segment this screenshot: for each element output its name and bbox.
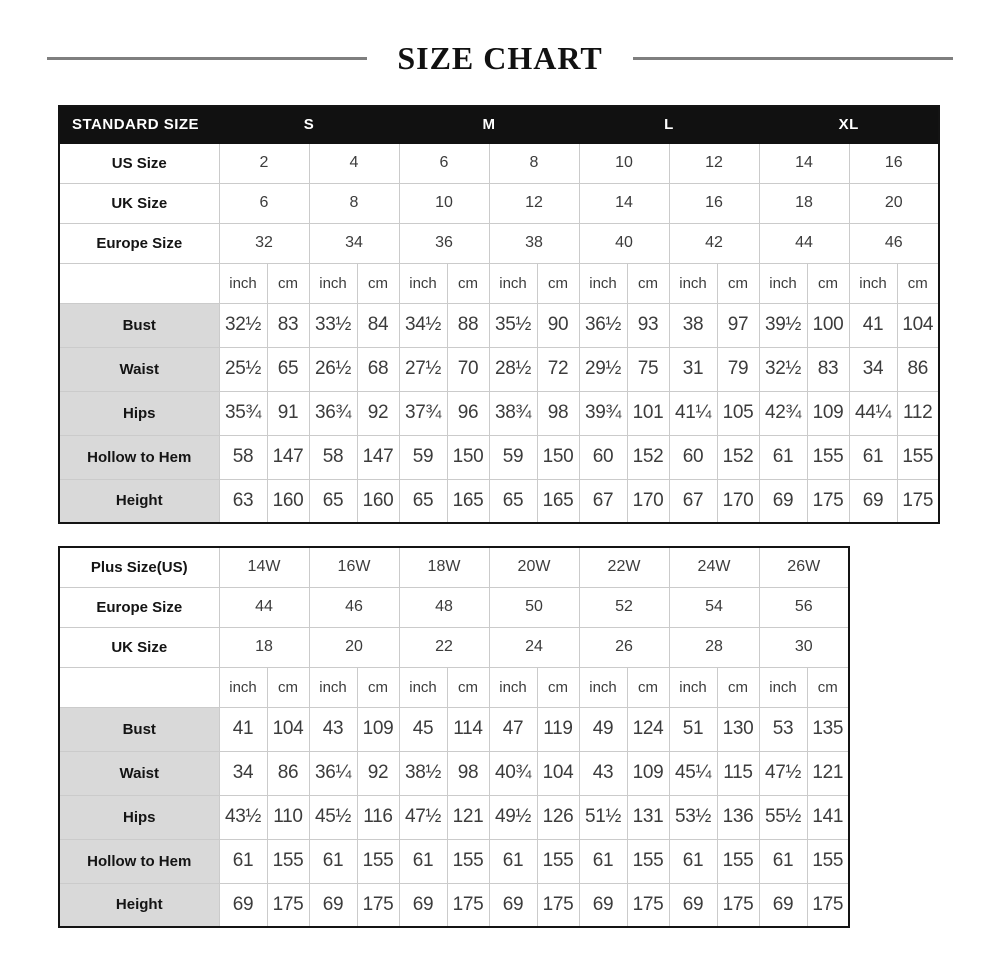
measure-cell: 105 <box>717 391 759 435</box>
measure-cell: 39½ <box>759 303 807 347</box>
page-title: SIZE CHART <box>397 40 603 76</box>
measure-cell: 37¾ <box>399 391 447 435</box>
measure-cell: 109 <box>807 391 849 435</box>
measure-cell: 175 <box>447 883 489 927</box>
measure-cell: 165 <box>537 479 579 523</box>
measure-cell: 34 <box>849 347 897 391</box>
measure-cell: 84 <box>357 303 399 347</box>
measure-cell: 91 <box>267 391 309 435</box>
measure-cell: 126 <box>537 795 579 839</box>
measure-cell: 65 <box>267 347 309 391</box>
measure-cell: 121 <box>807 751 849 795</box>
measure-cell: 175 <box>267 883 309 927</box>
measure-cell: 58 <box>219 435 267 479</box>
measure-cell: 59 <box>489 435 537 479</box>
size-cell: 6 <box>219 183 309 223</box>
size-cell: 12 <box>669 143 759 183</box>
measure-cell: 130 <box>717 707 759 751</box>
measure-cell: 155 <box>717 839 759 883</box>
measure-row <box>59 839 849 883</box>
measure-cell: 88 <box>447 303 489 347</box>
measure-cell: 36¾ <box>309 391 357 435</box>
measure-cell: 53½ <box>669 795 717 839</box>
measure-cell: 121 <box>447 795 489 839</box>
measure-cell: 67 <box>669 479 717 523</box>
unit-cell: cm <box>717 263 759 303</box>
measure-cell: 96 <box>447 391 489 435</box>
size-row <box>59 223 939 263</box>
row-label: Hollow to Hem <box>59 839 219 883</box>
measure-cell: 124 <box>627 707 669 751</box>
measure-row <box>59 303 939 347</box>
unit-cell: cm <box>807 263 849 303</box>
measure-cell: 69 <box>759 479 807 523</box>
measure-cell: 75 <box>627 347 669 391</box>
measure-cell: 141 <box>807 795 849 839</box>
measure-cell: 131 <box>627 795 669 839</box>
size-cell: 52 <box>579 587 669 627</box>
size-cell: 18 <box>219 627 309 667</box>
unit-cell: inch <box>489 667 537 707</box>
plus-table-body <box>59 547 849 927</box>
size-cell: 22 <box>399 627 489 667</box>
measure-cell: 100 <box>807 303 849 347</box>
measure-cell: 41¼ <box>669 391 717 435</box>
measure-cell: 170 <box>717 479 759 523</box>
size-cell: 20 <box>849 183 939 223</box>
size-group-header: L <box>579 106 759 143</box>
unit-cell: inch <box>579 263 627 303</box>
size-cell: 16 <box>669 183 759 223</box>
size-cell: 40 <box>579 223 669 263</box>
unit-cell: inch <box>759 667 807 707</box>
measure-cell: 175 <box>717 883 759 927</box>
measure-cell: 43½ <box>219 795 267 839</box>
unit-cell: cm <box>357 667 399 707</box>
row-label: UK Size <box>59 627 219 667</box>
row-label: Hips <box>59 795 219 839</box>
measure-cell: 175 <box>357 883 399 927</box>
measure-cell: 69 <box>849 479 897 523</box>
measure-cell: 43 <box>579 751 627 795</box>
size-cell: 44 <box>219 587 309 627</box>
measure-row <box>59 435 939 479</box>
row-label: Height <box>59 883 219 927</box>
size-cell: 30 <box>759 627 849 667</box>
measure-cell: 61 <box>579 839 627 883</box>
measure-cell: 61 <box>669 839 717 883</box>
measure-cell: 155 <box>447 839 489 883</box>
measure-cell: 109 <box>357 707 399 751</box>
unit-cell: cm <box>717 667 759 707</box>
measure-cell: 67 <box>579 479 627 523</box>
size-cell: 34 <box>309 223 399 263</box>
measure-cell: 51 <box>669 707 717 751</box>
size-cell: 10 <box>579 143 669 183</box>
row-label: Europe Size <box>59 587 219 627</box>
measure-cell: 155 <box>807 839 849 883</box>
measure-cell: 39¾ <box>579 391 627 435</box>
measure-cell: 152 <box>717 435 759 479</box>
measure-cell: 65 <box>399 479 447 523</box>
measure-cell: 47½ <box>399 795 447 839</box>
unit-cell: inch <box>759 263 807 303</box>
size-cell: 38 <box>489 223 579 263</box>
measure-cell: 47 <box>489 707 537 751</box>
measure-cell: 49½ <box>489 795 537 839</box>
measure-cell: 60 <box>579 435 627 479</box>
size-cell: 44 <box>759 223 849 263</box>
unit-cell: cm <box>447 667 489 707</box>
measure-cell: 86 <box>897 347 939 391</box>
standard-table-body <box>59 106 939 523</box>
size-cell: 26 <box>579 627 669 667</box>
unit-cell: cm <box>447 263 489 303</box>
size-cell: 10 <box>399 183 489 223</box>
measure-cell: 61 <box>489 839 537 883</box>
measure-cell: 175 <box>537 883 579 927</box>
unit-cell: inch <box>219 667 267 707</box>
measure-cell: 38½ <box>399 751 447 795</box>
measure-cell: 83 <box>807 347 849 391</box>
size-cell: 14 <box>579 183 669 223</box>
measure-cell: 45½ <box>309 795 357 839</box>
measure-cell: 160 <box>267 479 309 523</box>
measure-cell: 28½ <box>489 347 537 391</box>
unit-cell: cm <box>357 263 399 303</box>
size-cell: 48 <box>399 587 489 627</box>
unit-cell: cm <box>897 263 939 303</box>
measure-cell: 53 <box>759 707 807 751</box>
measure-cell: 155 <box>357 839 399 883</box>
unit-cell: inch <box>669 263 717 303</box>
measure-cell: 150 <box>537 435 579 479</box>
measure-cell: 110 <box>267 795 309 839</box>
unit-cell: cm <box>807 667 849 707</box>
size-cell: 12 <box>489 183 579 223</box>
measure-cell: 160 <box>357 479 399 523</box>
measure-cell: 152 <box>627 435 669 479</box>
measure-cell: 116 <box>357 795 399 839</box>
measure-cell: 61 <box>399 839 447 883</box>
measure-cell: 45¼ <box>669 751 717 795</box>
size-cell: 16W <box>309 547 399 587</box>
row-label: Waist <box>59 347 219 391</box>
measure-cell: 69 <box>579 883 627 927</box>
measure-cell: 41 <box>219 707 267 751</box>
measure-cell: 63 <box>219 479 267 523</box>
title-rule-right <box>633 57 953 60</box>
measure-cell: 35¾ <box>219 391 267 435</box>
size-cell: 28 <box>669 627 759 667</box>
unit-cell: inch <box>399 263 447 303</box>
measure-cell: 25½ <box>219 347 267 391</box>
row-label: Hips <box>59 391 219 435</box>
measure-cell: 47½ <box>759 751 807 795</box>
row-label: Height <box>59 479 219 523</box>
measure-cell: 97 <box>717 303 759 347</box>
measure-cell: 26½ <box>309 347 357 391</box>
size-cell: 24W <box>669 547 759 587</box>
measure-cell: 101 <box>627 391 669 435</box>
unit-cell: cm <box>537 263 579 303</box>
measure-cell: 136 <box>717 795 759 839</box>
size-row <box>59 183 939 223</box>
unit-cell: inch <box>669 667 717 707</box>
measure-cell: 32½ <box>219 303 267 347</box>
measure-cell: 170 <box>627 479 669 523</box>
unit-cell: cm <box>267 667 309 707</box>
measure-cell: 65 <box>489 479 537 523</box>
measure-cell: 175 <box>627 883 669 927</box>
measure-cell: 51½ <box>579 795 627 839</box>
measure-cell: 69 <box>669 883 717 927</box>
measure-cell: 45 <box>399 707 447 751</box>
size-row <box>59 143 939 183</box>
measure-cell: 29½ <box>579 347 627 391</box>
measure-cell: 104 <box>897 303 939 347</box>
unit-cell: inch <box>309 263 357 303</box>
measure-cell: 44¼ <box>849 391 897 435</box>
row-label: UK Size <box>59 183 219 223</box>
measure-cell: 42¾ <box>759 391 807 435</box>
measure-cell: 69 <box>399 883 447 927</box>
measure-cell: 70 <box>447 347 489 391</box>
measure-cell: 155 <box>807 435 849 479</box>
measure-cell: 109 <box>627 751 669 795</box>
measure-cell: 69 <box>759 883 807 927</box>
unit-cell: inch <box>219 263 267 303</box>
size-cell: 8 <box>309 183 399 223</box>
size-cell: 20 <box>309 627 399 667</box>
row-label: Plus Size(US) <box>59 547 219 587</box>
size-row <box>59 627 849 667</box>
size-cell: 36 <box>399 223 489 263</box>
measure-cell: 98 <box>537 391 579 435</box>
unit-row <box>59 667 849 707</box>
measure-cell: 155 <box>627 839 669 883</box>
unit-cell: cm <box>627 263 669 303</box>
row-label: Bust <box>59 707 219 751</box>
measure-cell: 112 <box>897 391 939 435</box>
measure-cell: 150 <box>447 435 489 479</box>
measure-row <box>59 707 849 751</box>
size-cell: 50 <box>489 587 579 627</box>
measure-cell: 27½ <box>399 347 447 391</box>
size-row <box>59 587 849 627</box>
plus-size-table <box>58 546 850 928</box>
measure-cell: 38¾ <box>489 391 537 435</box>
size-cell: 8 <box>489 143 579 183</box>
measure-row <box>59 795 849 839</box>
measure-cell: 60 <box>669 435 717 479</box>
row-label: US Size <box>59 143 219 183</box>
measure-cell: 92 <box>357 751 399 795</box>
measure-cell: 59 <box>399 435 447 479</box>
size-cell: 42 <box>669 223 759 263</box>
measure-cell: 69 <box>489 883 537 927</box>
standard-size-table <box>58 105 940 524</box>
measure-cell: 147 <box>357 435 399 479</box>
unit-cell: cm <box>627 667 669 707</box>
title-section <box>0 0 1000 77</box>
size-cell: 18 <box>759 183 849 223</box>
measure-cell: 98 <box>447 751 489 795</box>
measure-cell: 72 <box>537 347 579 391</box>
measure-cell: 155 <box>537 839 579 883</box>
measure-cell: 35½ <box>489 303 537 347</box>
measure-cell: 33½ <box>309 303 357 347</box>
measure-cell: 69 <box>309 883 357 927</box>
size-cell: 18W <box>399 547 489 587</box>
measure-cell: 36½ <box>579 303 627 347</box>
measure-cell: 147 <box>267 435 309 479</box>
unit-cell: inch <box>309 667 357 707</box>
measure-cell: 65 <box>309 479 357 523</box>
unit-cell: cm <box>537 667 579 707</box>
unit-row <box>59 263 939 303</box>
measure-cell: 115 <box>717 751 759 795</box>
table-header-row <box>59 106 939 143</box>
measure-row <box>59 479 939 523</box>
measure-row <box>59 751 849 795</box>
row-label: Bust <box>59 303 219 347</box>
measure-cell: 61 <box>219 839 267 883</box>
size-cell: 16 <box>849 143 939 183</box>
unit-cell: cm <box>267 263 309 303</box>
measure-cell: 61 <box>849 435 897 479</box>
measure-cell: 55½ <box>759 795 807 839</box>
title-rule-left <box>47 57 367 60</box>
size-cell: 56 <box>759 587 849 627</box>
measure-cell: 92 <box>357 391 399 435</box>
size-row <box>59 547 849 587</box>
measure-cell: 31 <box>669 347 717 391</box>
measure-cell: 83 <box>267 303 309 347</box>
size-group-header: S <box>219 106 399 143</box>
measure-cell: 61 <box>759 435 807 479</box>
unit-cell: inch <box>579 667 627 707</box>
measure-row <box>59 347 939 391</box>
size-cell: 14W <box>219 547 309 587</box>
size-cell: 54 <box>669 587 759 627</box>
measure-cell: 61 <box>759 839 807 883</box>
row-label-empty <box>59 667 219 707</box>
measure-cell: 34½ <box>399 303 447 347</box>
measure-cell: 175 <box>897 479 939 523</box>
measure-cell: 114 <box>447 707 489 751</box>
size-cell: 26W <box>759 547 849 587</box>
size-group-header: M <box>399 106 579 143</box>
unit-cell: inch <box>399 667 447 707</box>
measure-cell: 90 <box>537 303 579 347</box>
measure-cell: 61 <box>309 839 357 883</box>
size-cell: 22W <box>579 547 669 587</box>
measure-cell: 119 <box>537 707 579 751</box>
measure-cell: 41 <box>849 303 897 347</box>
measure-cell: 86 <box>267 751 309 795</box>
measure-cell: 165 <box>447 479 489 523</box>
measure-cell: 79 <box>717 347 759 391</box>
row-label: Europe Size <box>59 223 219 263</box>
measure-row <box>59 883 849 927</box>
measure-cell: 49 <box>579 707 627 751</box>
size-cell: 32 <box>219 223 309 263</box>
size-cell: 2 <box>219 143 309 183</box>
measure-cell: 43 <box>309 707 357 751</box>
table-header-title: STANDARD SIZE <box>59 106 219 143</box>
measure-cell: 175 <box>807 479 849 523</box>
measure-cell: 40¾ <box>489 751 537 795</box>
size-cell: 46 <box>309 587 399 627</box>
measure-cell: 32½ <box>759 347 807 391</box>
measure-cell: 58 <box>309 435 357 479</box>
measure-row <box>59 391 939 435</box>
measure-cell: 104 <box>267 707 309 751</box>
measure-cell: 155 <box>267 839 309 883</box>
measure-cell: 34 <box>219 751 267 795</box>
measure-cell: 93 <box>627 303 669 347</box>
measure-cell: 175 <box>807 883 849 927</box>
measure-cell: 69 <box>219 883 267 927</box>
measure-cell: 155 <box>897 435 939 479</box>
measure-cell: 36¼ <box>309 751 357 795</box>
row-label: Waist <box>59 751 219 795</box>
size-cell: 14 <box>759 143 849 183</box>
size-cell: 24 <box>489 627 579 667</box>
size-group-header: XL <box>759 106 939 143</box>
row-label: Hollow to Hem <box>59 435 219 479</box>
measure-cell: 38 <box>669 303 717 347</box>
unit-cell: inch <box>489 263 537 303</box>
measure-cell: 104 <box>537 751 579 795</box>
measure-cell: 68 <box>357 347 399 391</box>
measure-cell: 135 <box>807 707 849 751</box>
unit-cell: inch <box>849 263 897 303</box>
size-cell: 4 <box>309 143 399 183</box>
size-cell: 46 <box>849 223 939 263</box>
row-label-empty <box>59 263 219 303</box>
size-cell: 6 <box>399 143 489 183</box>
size-cell: 20W <box>489 547 579 587</box>
